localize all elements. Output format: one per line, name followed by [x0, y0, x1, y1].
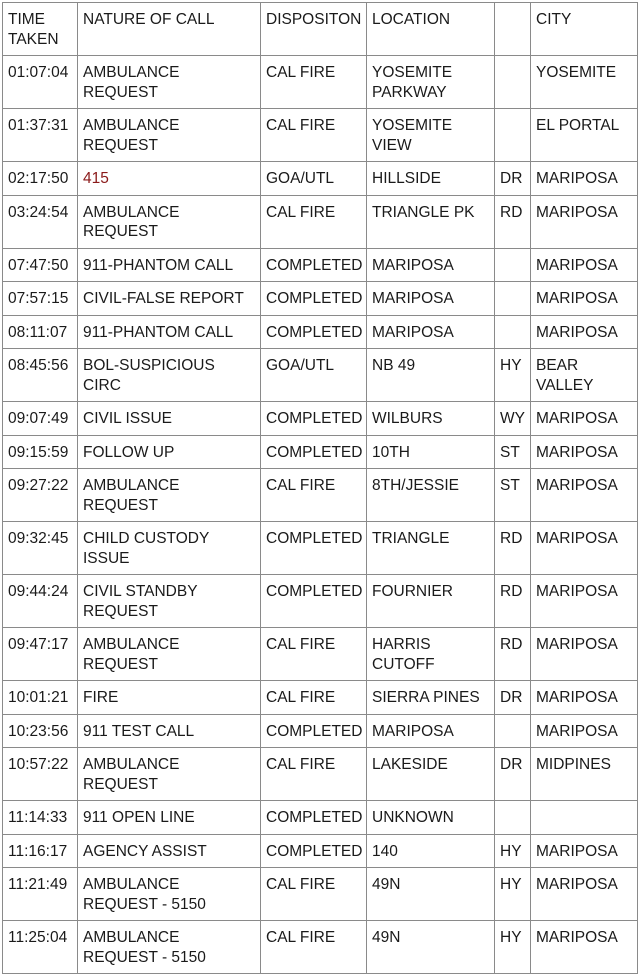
- cell-nature: CIVIL-FALSE REPORT: [78, 282, 261, 316]
- cell-nature: 911-PHANTOM CALL: [78, 248, 261, 282]
- cell-location: WILBURS: [367, 402, 495, 436]
- cell-nature: CIVIL STANDBY REQUEST: [78, 575, 261, 628]
- table-row: [3, 575, 638, 628]
- table-row: [3, 109, 638, 162]
- cell-time: 09:47:17: [3, 628, 78, 681]
- cell-location: 140: [367, 834, 495, 868]
- cell-location: 10TH: [367, 435, 495, 469]
- cell-location: 8TH/JESSIE: [367, 469, 495, 522]
- cell-time: 08:11:07: [3, 315, 78, 349]
- cell-city: MARIPOSA: [531, 315, 638, 349]
- cell-city: MARIPOSA: [531, 248, 638, 282]
- cell-location: FOURNIER: [367, 575, 495, 628]
- cell-suffix: [495, 56, 531, 109]
- cell-disposition: CAL FIRE: [261, 109, 367, 162]
- column-header-city: CITY: [531, 3, 638, 56]
- cell-nature: 911-PHANTOM CALL: [78, 315, 261, 349]
- header-row: [3, 3, 638, 56]
- cell-city: MARIPOSA: [531, 435, 638, 469]
- cell-suffix: [495, 315, 531, 349]
- cell-time: 11:16:17: [3, 834, 78, 868]
- call-log-table: [2, 2, 638, 974]
- table-row: [3, 162, 638, 196]
- cell-city: MARIPOSA: [531, 162, 638, 196]
- cell-time: 07:57:15: [3, 282, 78, 316]
- cell-suffix: DR: [495, 748, 531, 801]
- cell-city: MIDPINES: [531, 748, 638, 801]
- cell-nature: AMBULANCE REQUEST: [78, 109, 261, 162]
- cell-suffix: DR: [495, 681, 531, 715]
- cell-disposition: COMPLETED: [261, 714, 367, 748]
- cell-suffix: RD: [495, 522, 531, 575]
- cell-location: 49N: [367, 921, 495, 974]
- cell-time: 07:47:50: [3, 248, 78, 282]
- cell-disposition: CAL FIRE: [261, 195, 367, 248]
- cell-nature: BOL-SUSPICIOUS CIRC: [78, 349, 261, 402]
- cell-disposition: COMPLETED: [261, 282, 367, 316]
- table-row: [3, 801, 638, 835]
- cell-city: MARIPOSA: [531, 282, 638, 316]
- cell-suffix: HY: [495, 834, 531, 868]
- cell-city: MARIPOSA: [531, 628, 638, 681]
- column-header-location: LOCATION: [367, 3, 495, 56]
- cell-suffix: DR: [495, 162, 531, 196]
- cell-nature: AMBULANCE REQUEST: [78, 748, 261, 801]
- cell-nature: AMBULANCE REQUEST - 5150: [78, 868, 261, 921]
- cell-disposition: COMPLETED: [261, 315, 367, 349]
- cell-city: MARIPOSA: [531, 681, 638, 715]
- cell-city: [531, 801, 638, 835]
- cell-suffix: HY: [495, 921, 531, 974]
- cell-disposition: COMPLETED: [261, 575, 367, 628]
- table-row: [3, 921, 638, 974]
- cell-suffix: ST: [495, 435, 531, 469]
- table-row: [3, 282, 638, 316]
- cell-suffix: WY: [495, 402, 531, 436]
- cell-disposition: COMPLETED: [261, 801, 367, 835]
- cell-disposition: CAL FIRE: [261, 56, 367, 109]
- cell-suffix: HY: [495, 349, 531, 402]
- cell-location: TRIANGLE: [367, 522, 495, 575]
- table-row: [3, 522, 638, 575]
- cell-time: 11:25:04: [3, 921, 78, 974]
- cell-disposition: COMPLETED: [261, 435, 367, 469]
- cell-time: 10:01:21: [3, 681, 78, 715]
- table-row: [3, 435, 638, 469]
- cell-disposition: GOA/UTL: [261, 162, 367, 196]
- cell-disposition: CAL FIRE: [261, 921, 367, 974]
- table-row: [3, 469, 638, 522]
- column-header-disposition: DISPOSITON: [261, 3, 367, 56]
- table-row: [3, 248, 638, 282]
- cell-city: MARIPOSA: [531, 402, 638, 436]
- cell-disposition: GOA/UTL: [261, 349, 367, 402]
- cell-location: MARIPOSA: [367, 714, 495, 748]
- cell-disposition: COMPLETED: [261, 402, 367, 436]
- cell-time: 10:23:56: [3, 714, 78, 748]
- cell-time: 11:14:33: [3, 801, 78, 835]
- cell-time: 09:27:22: [3, 469, 78, 522]
- cell-disposition: COMPLETED: [261, 522, 367, 575]
- cell-nature: FIRE: [78, 681, 261, 715]
- cell-suffix: [495, 282, 531, 316]
- cell-location: TRIANGLE PK: [367, 195, 495, 248]
- cell-suffix: RD: [495, 195, 531, 248]
- cell-suffix: [495, 714, 531, 748]
- cell-location: HILLSIDE: [367, 162, 495, 196]
- cell-city: MARIPOSA: [531, 195, 638, 248]
- cell-disposition: CAL FIRE: [261, 681, 367, 715]
- cell-suffix: RD: [495, 575, 531, 628]
- cell-location: MARIPOSA: [367, 282, 495, 316]
- cell-location: UNKNOWN: [367, 801, 495, 835]
- cell-time: 09:07:49: [3, 402, 78, 436]
- cell-disposition: CAL FIRE: [261, 868, 367, 921]
- table-row: [3, 714, 638, 748]
- table-row: [3, 868, 638, 921]
- cell-suffix: [495, 801, 531, 835]
- column-header-nature: NATURE OF CALL: [78, 3, 261, 56]
- cell-city: MARIPOSA: [531, 714, 638, 748]
- cell-disposition: CAL FIRE: [261, 628, 367, 681]
- table-row: [3, 748, 638, 801]
- table-row: [3, 315, 638, 349]
- table-row: [3, 195, 638, 248]
- cell-location: SIERRA PINES: [367, 681, 495, 715]
- cell-nature: 415: [78, 162, 261, 196]
- cell-nature: CIVIL ISSUE: [78, 402, 261, 436]
- cell-city: MARIPOSA: [531, 868, 638, 921]
- cell-city: MARIPOSA: [531, 469, 638, 522]
- cell-disposition: CAL FIRE: [261, 469, 367, 522]
- cell-time: 09:15:59: [3, 435, 78, 469]
- column-header-suffix: [495, 3, 531, 56]
- cell-city: MARIPOSA: [531, 921, 638, 974]
- table-row: [3, 834, 638, 868]
- cell-location: MARIPOSA: [367, 315, 495, 349]
- table-row: [3, 681, 638, 715]
- cell-disposition: COMPLETED: [261, 834, 367, 868]
- cell-city: EL PORTAL: [531, 109, 638, 162]
- cell-suffix: RD: [495, 628, 531, 681]
- call-rows: [3, 56, 638, 974]
- column-header-time: TIME TAKEN: [3, 3, 78, 56]
- cell-nature: AMBULANCE REQUEST: [78, 56, 261, 109]
- cell-location: MARIPOSA: [367, 248, 495, 282]
- cell-time: 08:45:56: [3, 349, 78, 402]
- table-row: [3, 349, 638, 402]
- table-row: [3, 628, 638, 681]
- cell-city: BEAR VALLEY: [531, 349, 638, 402]
- cell-location: NB 49: [367, 349, 495, 402]
- cell-location: HARRIS CUTOFF: [367, 628, 495, 681]
- cell-nature: AMBULANCE REQUEST - 5150: [78, 921, 261, 974]
- cell-time: 09:44:24: [3, 575, 78, 628]
- cell-location: YOSEMITE VIEW: [367, 109, 495, 162]
- table-row: [3, 56, 638, 109]
- cell-time: 01:37:31: [3, 109, 78, 162]
- cell-nature: 911 OPEN LINE: [78, 801, 261, 835]
- cell-time: 02:17:50: [3, 162, 78, 196]
- cell-nature: CHILD CUSTODY ISSUE: [78, 522, 261, 575]
- cell-nature: AGENCY ASSIST: [78, 834, 261, 868]
- cell-city: YOSEMITE: [531, 56, 638, 109]
- cell-nature: 911 TEST CALL: [78, 714, 261, 748]
- cell-nature: AMBULANCE REQUEST: [78, 628, 261, 681]
- cell-disposition: COMPLETED: [261, 248, 367, 282]
- cell-time: 01:07:04: [3, 56, 78, 109]
- cell-suffix: [495, 248, 531, 282]
- cell-nature: AMBULANCE REQUEST: [78, 469, 261, 522]
- cell-time: 10:57:22: [3, 748, 78, 801]
- cell-city: MARIPOSA: [531, 522, 638, 575]
- cell-city: MARIPOSA: [531, 575, 638, 628]
- cell-city: MARIPOSA: [531, 834, 638, 868]
- cell-location: 49N: [367, 868, 495, 921]
- cell-location: YOSEMITE PARKWAY: [367, 56, 495, 109]
- cell-suffix: ST: [495, 469, 531, 522]
- cell-suffix: [495, 109, 531, 162]
- cell-disposition: CAL FIRE: [261, 748, 367, 801]
- cell-time: 11:21:49: [3, 868, 78, 921]
- cell-nature: FOLLOW UP: [78, 435, 261, 469]
- cell-time: 09:32:45: [3, 522, 78, 575]
- cell-nature: AMBULANCE REQUEST: [78, 195, 261, 248]
- cell-suffix: HY: [495, 868, 531, 921]
- cell-time: 03:24:54: [3, 195, 78, 248]
- cell-location: LAKESIDE: [367, 748, 495, 801]
- table-row: [3, 402, 638, 436]
